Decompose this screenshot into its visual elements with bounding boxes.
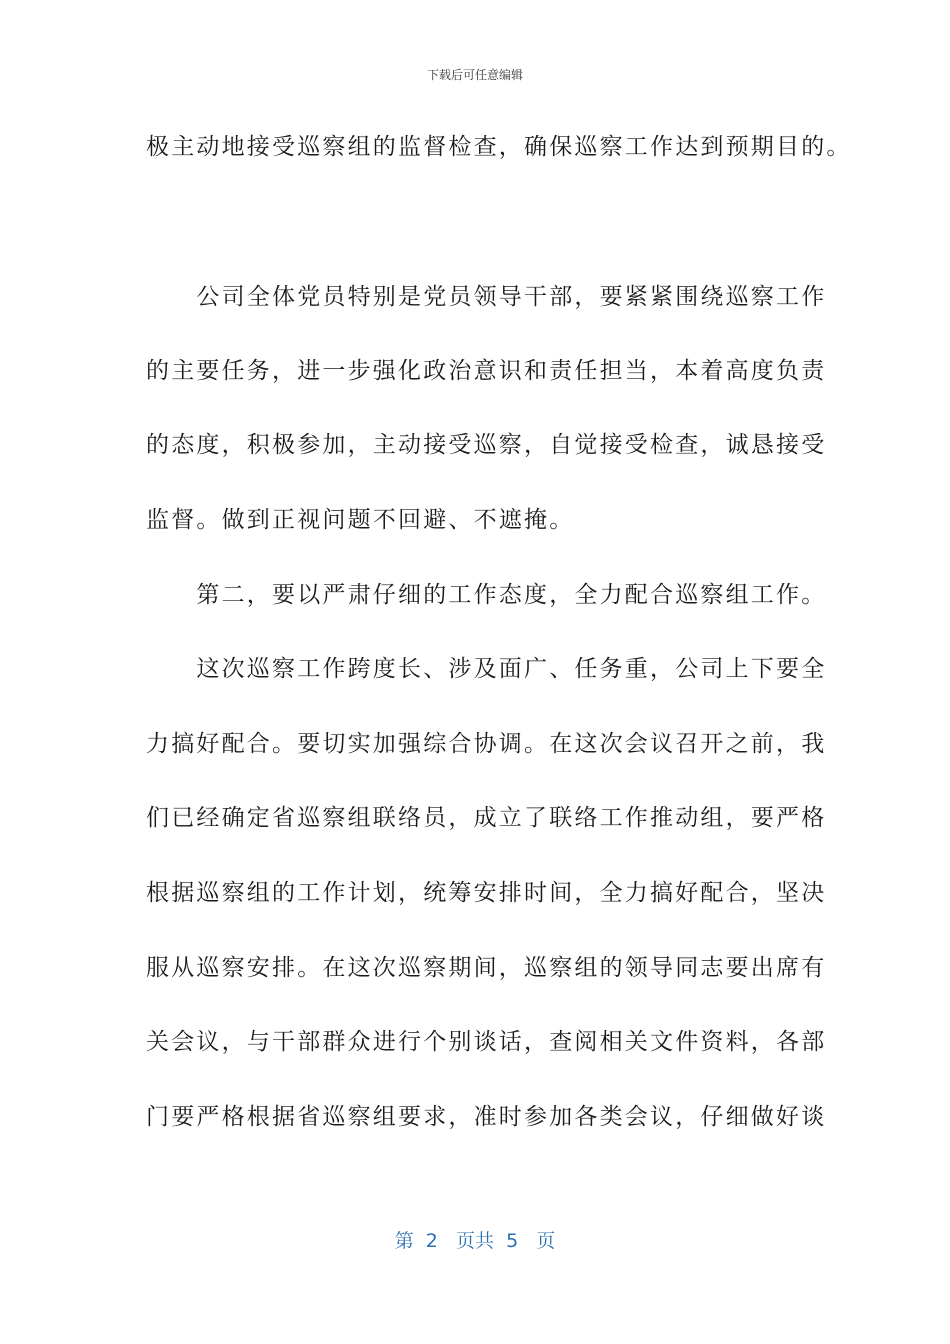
body-line-5: 监督。做到正视问题不回避、不遮掩。 [146, 507, 575, 533]
body-line-12: 关会议，与干部群众进行个别谈话，查阅相关文件资料，各部 [146, 1029, 827, 1055]
body-line-8: 力搞好配合。要切实加强综合协调。在这次会议召开之前，我 [146, 731, 827, 757]
body-line-13: 门要严格根据省巡察组要求，准时参加各类会议，仔细做好谈 [146, 1104, 827, 1130]
body-line-9: 们已经确定省巡察组联络员，成立了联络工作推动组，要严格 [146, 805, 827, 831]
body-line-3: 的主要任务，进一步强化政治意识和责任担当，本着高度负责 [146, 358, 827, 384]
page-header: 下载后可任意编辑 [426, 68, 523, 82]
page-number-footer: 第 2 页共 5 页 [394, 1230, 556, 1252]
body-line-4: 的态度，积极参加，主动接受巡察，自觉接受检查，诚恳接受 [146, 432, 827, 458]
body-line-2: 公司全体党员特别是党员领导干部，要紧紧围绕巡察工作 [146, 284, 827, 310]
body-line-11: 服从巡察安排。在这次巡察期间，巡察组的领导同志要出席有 [146, 955, 827, 981]
body-line-7: 这次巡察工作跨度长、涉及面广、任务重，公司上下要全 [146, 656, 827, 682]
body-line-1: 极主动地接受巡察组的监督检查，确保巡察工作达到预期目的。 [146, 134, 852, 160]
body-line-10: 根据巡察组的工作计划，统筹安排时间，全力搞好配合，坚决 [146, 880, 827, 906]
body-line-6: 第二，要以严肃仔细的工作态度，全力配合巡察组工作。 [146, 582, 827, 608]
